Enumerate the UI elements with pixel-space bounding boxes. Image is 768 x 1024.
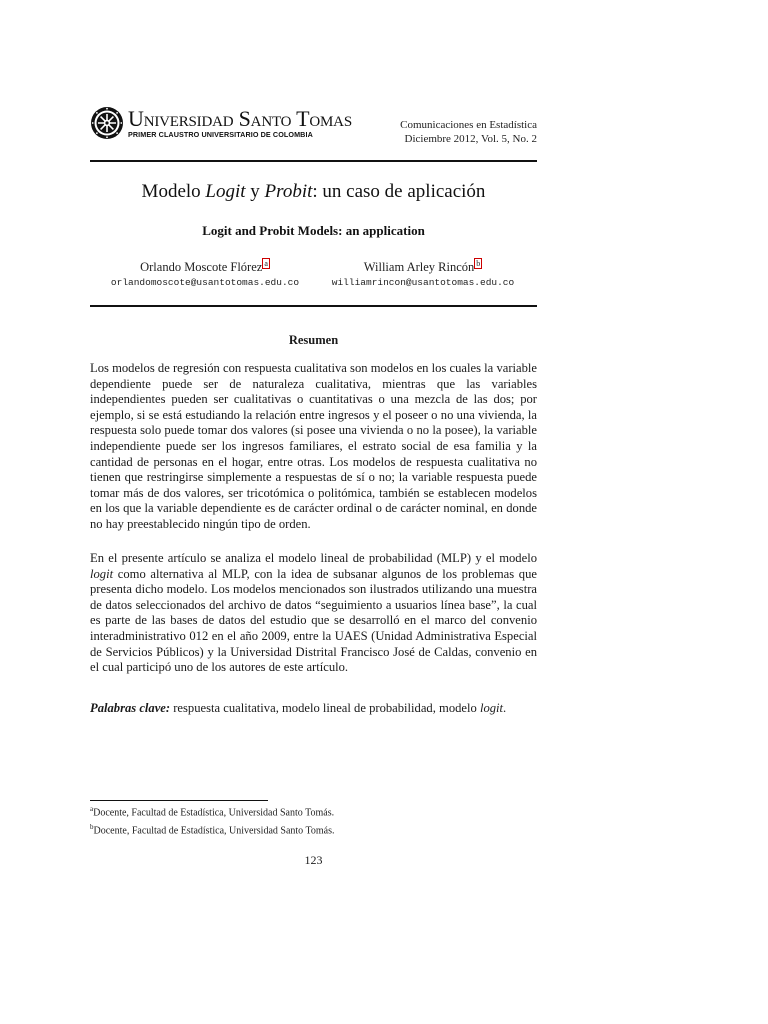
footnote-divider bbox=[90, 800, 268, 801]
keywords bbox=[90, 701, 537, 717]
author-2-name: William Arley Rincón bbox=[363, 260, 475, 275]
paragraph-2-logit: logit bbox=[90, 566, 114, 581]
footnote-a-text: Docente, Facultad de Estadística, Universidad Santo Tomás. bbox=[93, 807, 335, 819]
article-title bbox=[90, 181, 537, 203]
abstract-paragraph-2 bbox=[90, 551, 537, 676]
author-2-footnote-link[interactable]: b bbox=[476, 259, 481, 268]
footnote-b bbox=[90, 820, 537, 838]
page-number: 123 bbox=[304, 853, 323, 867]
paragraph-2-start: En el presente artículo se analiza el modelo lineal de probabilidad (MLP) y el modelo bbox=[90, 551, 537, 565]
title-probit: Probit bbox=[264, 181, 313, 202]
university-seal-icon bbox=[90, 106, 124, 140]
abstract-paragraph-1: Los modelos de regresión con respuesta cualitativa son modelos en los cuales la variable dependiente puede ser de naturaleza cualitativa, mientras que las variables independientes pueden ser cualitativas o cuantitativas o una mezcla de las dos; por ejemplo, si se está estudiando la relación entre ingresos y el poseer o no una vivienda, la respuesta solo puede tomar dos valores (si posee una vivienda o no la posee), la variable independiente puede ser los ingresos familiares, el estrato social de esa familia y la cantidad de personas en el hogar, entre otras. Los modelos de respuesta cualitativa no tienen que restringirse simplemente a respuestas de sí o no; la variable respuesta puede tomar más de dos valores, ser tricotómica o politómica, también se establecen modelos en los que la variable dependiente es de carácter ordinal o de carácter nominal, en donde no hay preestablecido ningún tipo de orden. bbox=[90, 361, 537, 531]
author-1-email: orlandomoscote@usantotomas.edu.co bbox=[110, 277, 300, 289]
title-part-1: Modelo bbox=[141, 181, 206, 202]
title-divider bbox=[90, 305, 537, 307]
footnote-b-text: Docente, Facultad de Estadística, Universidad Santo Tomás. bbox=[93, 825, 335, 837]
abstract-heading: Resumen bbox=[288, 333, 339, 347]
header-divider bbox=[90, 160, 537, 162]
footnote-a bbox=[90, 802, 537, 820]
title-logit: Logit bbox=[205, 181, 246, 202]
keywords-end: . bbox=[503, 701, 507, 715]
journal-name: Comunicaciones en Estadística bbox=[400, 119, 537, 131]
journal-issue: Diciembre 2012, Vol. 5, No. 2 bbox=[404, 133, 537, 145]
footnotes bbox=[90, 802, 537, 839]
keywords-text: respuesta cualitativa, modelo lineal de probabilidad, modelo bbox=[170, 701, 480, 715]
university-logo bbox=[90, 106, 352, 140]
journal-info bbox=[400, 118, 537, 146]
keywords-logit: logit bbox=[479, 701, 504, 715]
keywords-label: Palabras clave: bbox=[90, 701, 171, 715]
english-title: Logit and Probit Models: an application bbox=[202, 223, 425, 238]
footnote-b-mark: b bbox=[90, 823, 94, 832]
author-1-footnote-link[interactable]: a bbox=[264, 259, 268, 268]
author-1 bbox=[100, 259, 310, 288]
university-subtitle: PRIMER CLAUSTRO UNIVERSITARIO DE COLOMBIA bbox=[128, 129, 313, 139]
title-part-2: y bbox=[245, 181, 265, 202]
author-1-name: Orlando Moscote Flórez bbox=[140, 260, 263, 275]
paragraph-2-rest: como alternativa al MLP, con la idea de subsanar algunos de los problemas que presenta dicho modelo. Los modelos mencionados son ilustrados utilizando una muestra de datos seleccionados del archivo de datos “seguimiento a usuarios línea base”, la cual es parte de las bases de datos del estudio que se desarrolló en el marco del convenio interadministrativo 012 en el año 2009, entre la UAES (Unidad Administrativa Especial de Servicios Públicos) y la Universidad Distrital Francisco José de Caldas, convenio en el cual participó uno de los autores de este artículo. bbox=[90, 566, 537, 675]
page-header bbox=[90, 106, 537, 154]
author-2 bbox=[318, 259, 528, 288]
university-name: Universidad Santo Tomas bbox=[128, 105, 352, 131]
author-2-email: williamrincon@usantotomas.edu.co bbox=[331, 277, 515, 289]
footnote-a-mark: a bbox=[90, 805, 94, 813]
title-part-3: : un caso de aplicación bbox=[312, 181, 486, 202]
